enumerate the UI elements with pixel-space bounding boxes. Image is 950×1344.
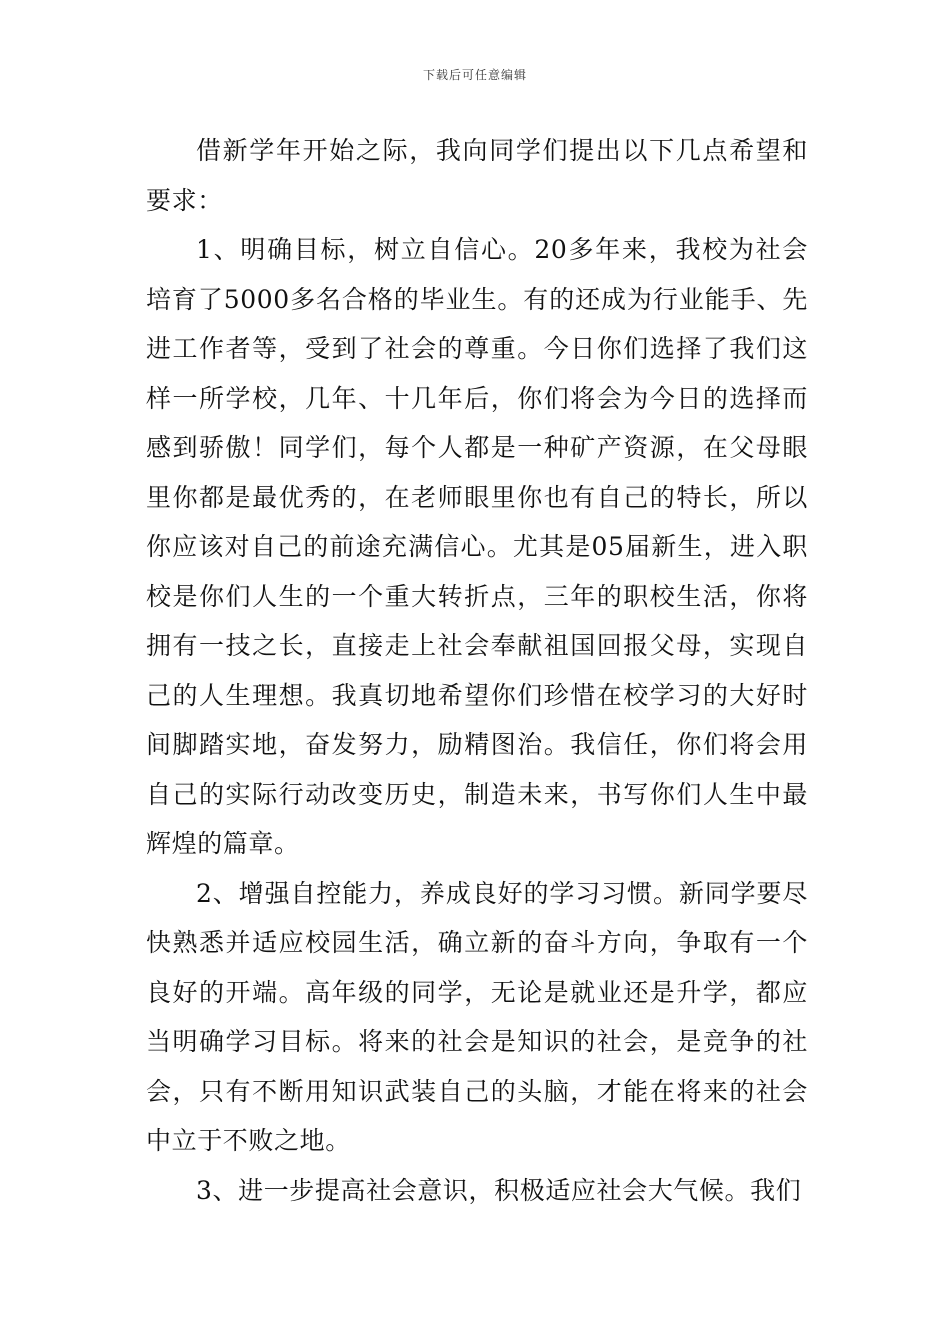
paragraph-point-2: 2、增强自控能力，养成良好的学习习惯。新同学要尽快熟悉并适应校园生活，确立新的奋斗方向，争取有一个良好的开端。高年级的同学，无论是就业还是升学，都应当明确学习目标。将来的社会是知识的社会，是竞争的社会，只有不断用知识武装自己的头脑，才能在将来的社会中立于不败之地。 bbox=[146, 878, 808, 1155]
paragraph-point-3: 3、进一步提高社会意识，积极适应社会大气候。我们 bbox=[196, 1175, 802, 1205]
paragraph-intro: 借新学年开始之际，我向同学们提出以下几点希望和要求： bbox=[146, 136, 808, 215]
document-body bbox=[146, 126, 808, 1215]
paragraph-point-1: 1、明确目标，树立自信心。20多年来，我校为社会培育了5000多名合格的毕业生。有的还成为行业能手、先进工作者等，受到了社会的尊重。今日你们选择了我们这样一所学校，几年、十几年后，你们将会为今日的选择而感到骄傲！同学们，每个人都是一种矿产资源，在父母眼里你都是最优秀的，在老师眼里你也有自己的特长，所以你应该对自己的前途充满信心。尤其是05届新生，进入职校是你们人生的一个重大转折点，三年的职校生活，你将拥有一技之长，直接走上社会奉献祖国回报父母，实现自己的人生理想。我真切地希望你们珍惜在校学习的大好时间脚踏实地，奋发努力，励精图治。我信任，你们将会用自己的实际行动改变历史，制造未来，书写你们人生中最辉煌的篇章。 bbox=[146, 235, 808, 858]
header-note: 下载后可任意编辑 bbox=[422, 68, 527, 82]
